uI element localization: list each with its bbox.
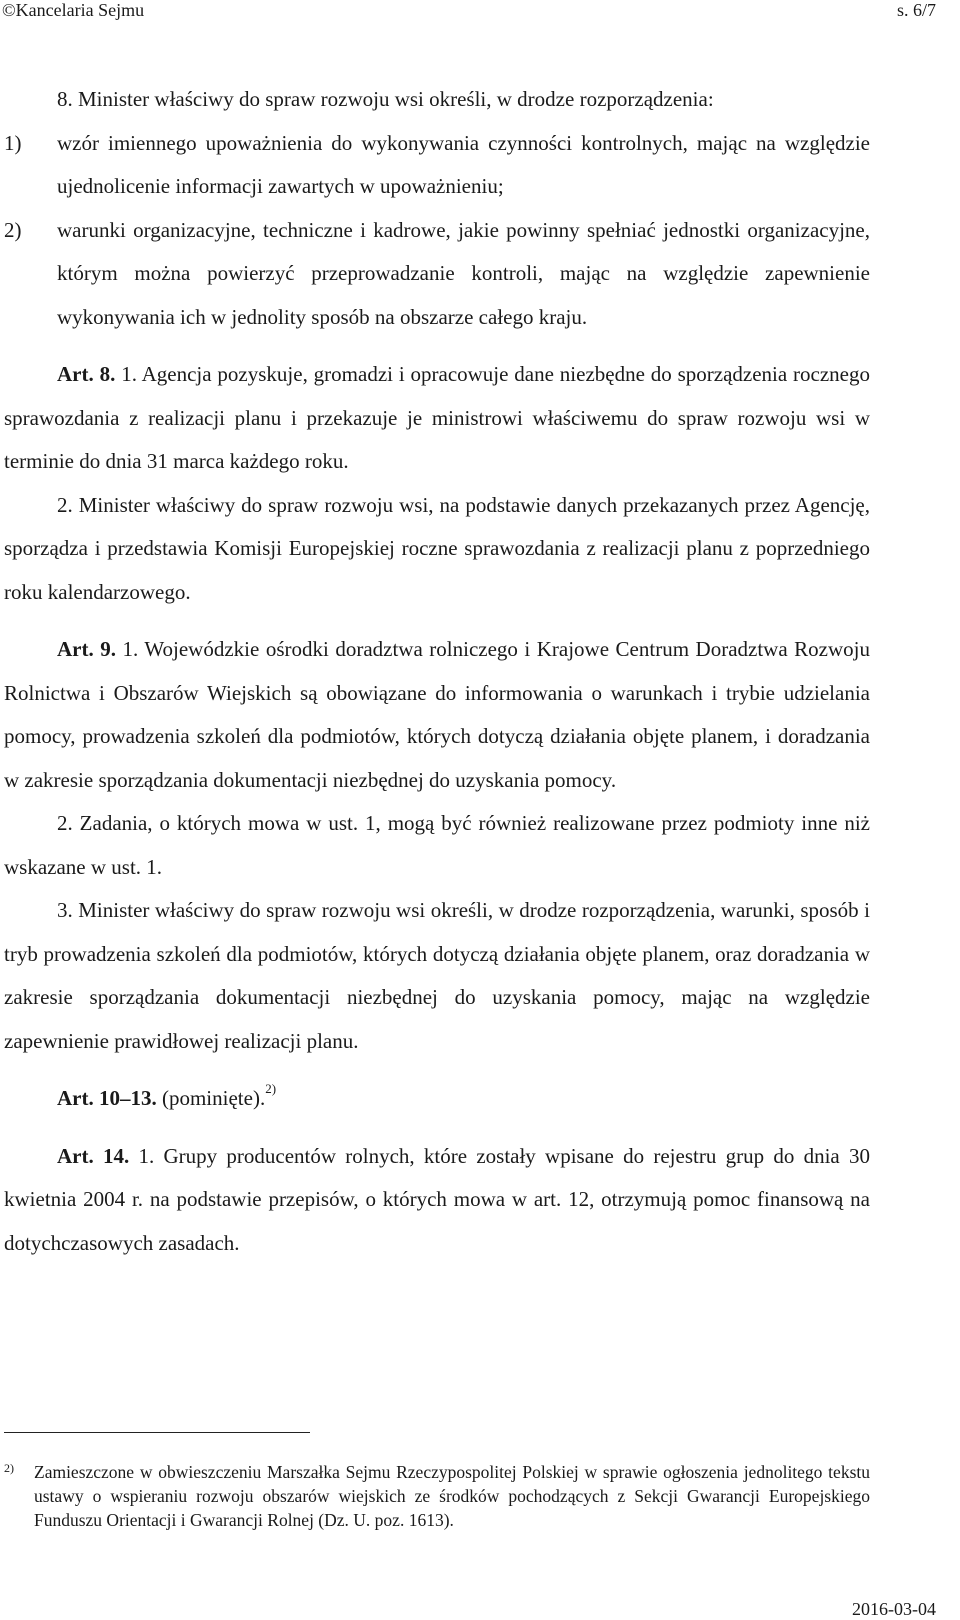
document-body — [4, 78, 870, 1265]
article-8-paragraph-2: 2. Minister właściwy do spraw rozwoju wsi, na podstawie danych przekazanych przez Agencję, sporządza i przedstawia Komisji Europejskiej roczne sprawozdania z realizacji planu z poprzedniego roku kalendarzowego. — [4, 492, 870, 604]
article-9-label: Art. 9. — [57, 637, 116, 661]
article-9-paragraph-2: 2. Zadania, o których mowa w ust. 1, mogą być również realizowane przez podmioty inne niż wskazane w ust. 1. — [4, 811, 870, 879]
article-8-p1-text: 1. Agencja pozyskuje, gromadzi i opracowuje dane niezbędne do sporządzenia rocznego sprawozdania z realizacji planu i przekazuje je ministrowi właściwemu do spraw rozwoju wsi w terminie do dnia 31 marca każdego roku. — [4, 362, 871, 473]
footnote-text: Zamieszczone w obwieszczeniu Marszałka Sejmu Rzeczypospolitej Polskiej w sprawie ogłoszenia jednolitego tekstu ustawy o wspieraniu rozwoju obszarów wiejskich ze środków pochodzących z Sekcji Gwarancji Europejskiego Funduszu Orientacji i Gwarancji Rolnej (Dz. U. poz. 1613). — [34, 1462, 870, 1530]
copyright-label: ©Kancelaria Sejmu — [2, 0, 145, 20]
article-9-paragraph-3: 3. Minister właściwy do spraw rozwoju wsi określi, w drodze rozporządzenia, warunki, sposób i tryb prowadzenia szkoleń dla podmiotów, których dotyczą działania objęte planem, oraz doradzania w zakresie sporządzania dokumentacji niezbędnej do uzyskania pomocy, mając na względzie zapewnienie prawidłowej realizacji planu. — [4, 898, 870, 1053]
item-number: 2) — [4, 217, 22, 242]
article-8-label: Art. 8. — [57, 362, 116, 386]
page-header — [0, 0, 960, 30]
article-10-13 — [4, 1077, 870, 1121]
article-14-p1-text: 1. Grupy producentów rolnych, które zostały wpisane do rejestru grup do dnia 30 kwietnia 2004 r. na podstawie przepisów, o których mowa w art. 12, otrzymują pomoc finansową na dotychczasowych zasadach. — [4, 1143, 870, 1255]
section-8-intro: 8. Minister właściwy do spraw rozwoju wsi określi, w drodze rozporządzenia: — [57, 87, 714, 111]
article-9-p1-text: 1. Wojewódzkie ośrodki doradztwa rolniczego i Krajowe Centrum Doradztwa Rozwoju Rolnictwa i Obszarów Wiejskich są obowiązane do informowania o warunkach i trybie udzielania pomocy, prowadzenia szkoleń dla podmiotów, których dotyczą działania objęte planem, i doradzania w zakresie sporządzania dokumentacji niezbędnej do uzyskania pomocy. — [4, 637, 870, 792]
footnote-reference: 2) — [265, 1081, 277, 1096]
footnote-number: 2) — [4, 1461, 14, 1475]
page-footer-date: 2016-03-04 — [852, 1599, 936, 1619]
item-text: wzór imiennego upoważnienia do wykonywania czynności kontrolnych, mając na względzie ujednolicenie informacji zawartych w upoważnieniu; — [57, 130, 870, 198]
footnote — [4, 1460, 870, 1532]
article-8-paragraph-1 — [4, 353, 870, 484]
article-10-13-text: (pominięte). — [161, 1086, 266, 1110]
article-9-paragraph-1 — [4, 628, 870, 802]
page-number: s. 6/7 — [896, 0, 936, 20]
article-14-label: Art. 14. — [57, 1143, 130, 1168]
item-number: 1) — [4, 130, 22, 155]
article-10-13-label: Art. 10–13. — [57, 1086, 157, 1110]
section-8-item-2 — [4, 209, 870, 340]
section-8-item-1 — [4, 122, 870, 209]
article-14-paragraph-1 — [4, 1135, 870, 1266]
item-text: warunki organizacyjne, techniczne i kadrowe, jakie powinny spełniać jednostki organizacyjne, którym można powierzyć przeprowadzanie kontroli, mając na względzie zapewnienie wykonywania ich w jednolity sposób na obszarze całego kraju. — [57, 217, 870, 329]
footnote-divider — [4, 1432, 310, 1433]
